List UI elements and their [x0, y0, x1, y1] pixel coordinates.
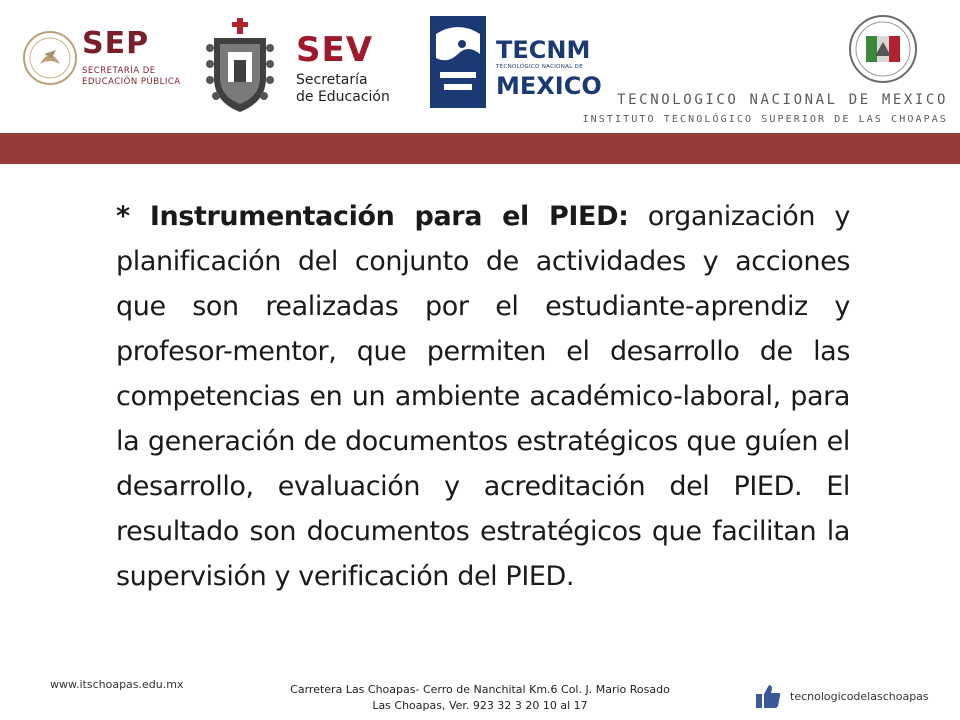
tecnm-emblem-icon [428, 14, 488, 110]
veracruz-shield-icon [200, 18, 280, 114]
footer-address-line1: Carretera Las Choapas- Cerro de Nanchital Km.6 Col. J. Mario Rosado [290, 683, 670, 696]
header-band [0, 133, 960, 164]
tecnm-subtitle: TECNOLÓGICO NACIONAL DE [496, 64, 583, 70]
footer-address [270, 682, 690, 714]
tecnm-wordmark: TECNM [496, 36, 591, 64]
footer-facebook[interactable]: tecnologicodelaschoapas [790, 690, 929, 703]
sep-wordmark: SEP [82, 26, 150, 61]
thumbs-up-icon [754, 682, 782, 710]
sev-wordmark: SEV [296, 30, 374, 70]
sev-logo [200, 18, 400, 114]
main-paragraph [116, 194, 850, 599]
institution-subtitle: INSTITUTO TECNOLÓGICO SUPERIOR DE LAS CHOAPAS [582, 114, 948, 125]
footer-social[interactable] [754, 682, 954, 712]
footer-address-line2: Las Choapas, Ver. 923 32 3 20 10 al 17 [372, 699, 588, 712]
sep-logo [22, 26, 187, 96]
paragraph-heading: * Instrumentación para el PIED: [116, 201, 629, 232]
tecnm-logo [428, 14, 602, 110]
sep-subtitle: SECRETARÍA DE EDUCACIÓN PÚBLICA [82, 66, 181, 87]
paragraph-body: organización y planificación del conjunto de actividades y acciones que son realizadas por el estudiante-aprendiz y profesor-mentor, que permiten el desarrollo de las competencias en un ambiente académico-laboral, para la generación de documentos estratégicos que guíen el desarrollo, evaluación y acreditación del PIED. El resultado son documentos estratégicos que facilitan la supervisión y verificación del PIED. [116, 201, 850, 592]
institution-title: TECNOLOGICO NACIONAL DE MEXICO [617, 92, 948, 108]
footer-website[interactable]: www.itschoapas.edu.mx [50, 678, 184, 691]
institute-seal-icon [848, 14, 918, 84]
sev-subtitle: Secretaría de Educación [296, 72, 390, 105]
mexico-seal-icon [22, 28, 78, 88]
tecnm-country: MEXICO [496, 72, 602, 100]
